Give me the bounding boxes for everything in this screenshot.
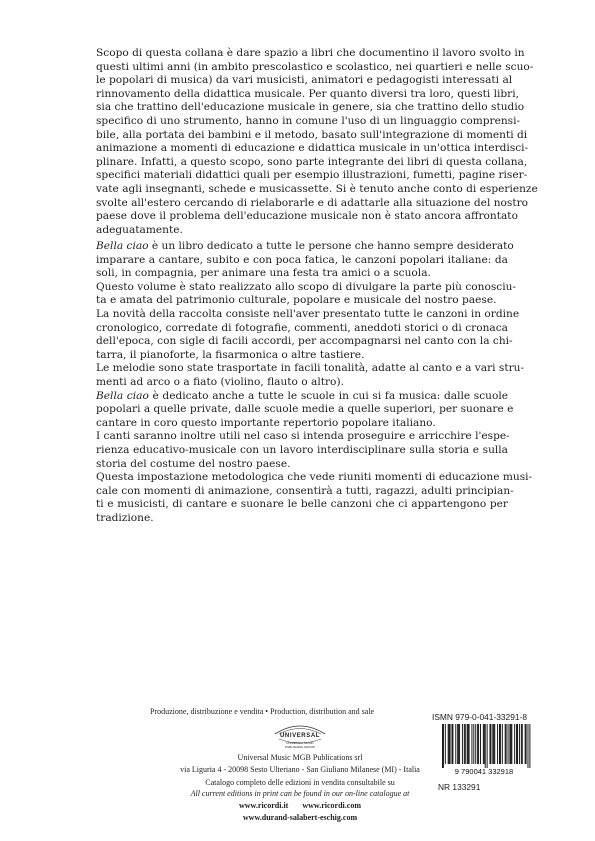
series-intro-paragraph: [96, 47, 538, 237]
book-title: Bella ciao: [96, 240, 149, 252]
barcode-bar: [492, 724, 493, 764]
universal-music-logo: [255, 720, 345, 750]
svg-text:UNIVERSAL MUSIC: UNIVERSAL MUSIC: [286, 741, 314, 745]
book-title: Bella ciao: [96, 389, 149, 402]
text-line: le popolari di musica) da vari musicisti, animatori e pedagogisti interessati al: [96, 74, 513, 87]
barcode-bar: [469, 724, 470, 764]
barcode-bar: [480, 724, 481, 764]
text-line: menti ad arco o a fiato (violino, flauto o altro).: [96, 375, 344, 388]
text-line: Questo volume è stato realizzato allo scopo di divulgare la parte più conosciu-: [96, 280, 516, 293]
barcode-bar: [483, 724, 484, 764]
text-line: adeguatamente.: [96, 223, 183, 236]
website-link[interactable]: www.durand-salabert-eschig.com: [242, 813, 358, 822]
barcode-bar: [455, 724, 456, 764]
barcode-bar: [526, 724, 527, 764]
website-link[interactable]: www.ricordi.com: [302, 801, 361, 810]
barcode-bar: [490, 724, 491, 764]
text-line: rinnovamento della didattica musicale. Per quanto diversi tra loro, questi libri,: [96, 87, 519, 100]
barcode-bar: [529, 724, 530, 768]
text-line: Scopo di questa collana è dare spazio a libri che documentino il lavoro svolto in: [96, 47, 525, 59]
text-line: sia che trattino dell'educazione musicale in genere, sia che trattino dello studio: [96, 101, 525, 114]
barcode-bar: [516, 724, 517, 764]
barcode-bar: [490, 724, 491, 764]
text-line: storia del costume del nostro paese.: [96, 457, 291, 470]
text-line: cantare in coro questo importante repertorio popolare italiano.: [96, 416, 436, 429]
text-line: specifico di uno strumento, hanno in comune l'uso di un linguaggio comprensi-: [96, 114, 521, 127]
text-line: ti e musicisti, di cantare e suonare le belle canzoni che ci appartengono per: [96, 498, 508, 511]
barcode-bar: [487, 724, 488, 768]
barcode-bar: [468, 724, 469, 764]
text-line: animazione a momenti di educazione e didattica musicale in un'ottica interdisci-: [96, 142, 529, 155]
text-line: bile, alla portata dei bambini e il metodo, basato sull'integrazione di momenti di: [96, 128, 528, 141]
publisher-address: via Liguria 4 - 20098 Sesto Ulteriano - San Giuliano Milanese (MI) - Italia: [180, 765, 420, 774]
barcode-bar: [517, 724, 518, 764]
barcode-bar: [519, 724, 520, 764]
catalogue-note-en: All current editions in print can be found in our on-line catalogue at: [190, 789, 410, 798]
book-description-paragraph: [96, 240, 533, 525]
barcode-bar: [484, 724, 485, 764]
text-line: plinare. Infatti, a questo scopo, sono parte integrante dei libri di questa collana,: [96, 155, 528, 168]
text-line: specifici materiali didattici quali per esempio illustrazioni, fumetti, pagine riser-: [96, 169, 528, 182]
barcode-bar: [510, 724, 511, 764]
text-line: svolte all'estero cercando di rielaborarle e di adattarle alla situazione del nostro: [96, 196, 529, 209]
barcode-bar: [465, 724, 466, 764]
barcode-bar: [475, 724, 476, 764]
barcode-bar: [509, 724, 510, 764]
production-line: Produzione, distribuzione e vendita • Production, distribution and sale: [150, 707, 375, 716]
barcode-bar: [477, 724, 478, 764]
barcode-bar: [494, 724, 495, 764]
barcode-bar: [511, 724, 512, 764]
text-line: tradizione.: [96, 511, 154, 524]
text-line: vate agli insegnanti, schede e musicassette. Si è tenuto anche conto di esperienze: [96, 182, 538, 195]
text-line: popolari a quelle private, dalle scuole medie a quelle superiori, per suonare e: [96, 403, 514, 416]
barcode-bar: [471, 724, 472, 764]
publisher-name: Universal Music MGB Publications srl: [237, 753, 363, 762]
barcode-bar: [449, 724, 450, 764]
text-segment: è un libro dedicato a tutte le persone che hanno sempre desiderato: [148, 240, 514, 252]
text-line: ta e amata del patrimonio culturale, popolare e musicale del nostro paese.: [96, 294, 497, 307]
barcode-icon: [432, 724, 536, 776]
text-line: cale con momenti di animazione, consentirà a tutti, ragazzi, adulti principian-: [96, 484, 514, 497]
barcode-bar: [521, 724, 522, 764]
catalogue-note-it: Catalogo completo delle edizioni in vendita consultabile su: [205, 778, 395, 787]
barcode-bar: [450, 724, 451, 764]
barcode-bar: [452, 724, 453, 764]
barcode-bar: [485, 724, 486, 768]
text-line: questi ultimi anni (in ambito prescolastico e scolastico, nei quartieri e nelle scuo-: [96, 60, 534, 73]
barcode-bar: [499, 724, 500, 764]
text-line: Questa impostazione metodologica che vede riuniti momenti di educazione musi-: [96, 471, 533, 484]
barcode-bar: [478, 724, 479, 764]
barcode-bar: [452, 724, 453, 764]
text-line: [96, 240, 514, 254]
ismn-code: ISMN 979-0-041-33291-8: [432, 712, 527, 722]
svg-text:UNIVERSAL: UNIVERSAL: [279, 733, 321, 739]
text-line: tarra, il pianoforte, la fisarmonica o altre tastiere.: [96, 348, 365, 361]
barcode-bar: [497, 724, 498, 764]
barcode-bar: [442, 724, 443, 768]
barcode-digits: 9 790041 332918: [454, 767, 514, 776]
text-line: dell'epoca, con sigle di facili accordi, per accompagnarsi nel canto con la chi-: [96, 335, 513, 348]
barcode-bar: [443, 724, 444, 768]
text-line: rienza educativo-musicale con un lavoro interdisciplinare sulla storia e sulla: [96, 443, 508, 456]
barcode-bar: [500, 724, 501, 764]
barcode-bar: [508, 724, 509, 764]
text-line: imparare a cantare, subito e con poca fatica, le canzoni popolari italiane: da: [96, 253, 508, 266]
website-link[interactable]: www.ricordi.it: [239, 801, 289, 810]
barcode-bar: [448, 724, 449, 764]
text-line: soli, in compagnia, per animare una festa tra amici o a scuola.: [96, 267, 431, 280]
barcode-bar: [506, 724, 507, 764]
text-line: paese dove il problema dell'educazione musicale non è stato ancora affrontato: [96, 210, 518, 223]
text-line: cronologico, corredate di fotografie, commenti, aneddoti storici o di cronaca: [96, 321, 508, 334]
websites-line: [150, 801, 450, 810]
barcode-bar: [528, 724, 529, 768]
barcode-bar: [458, 724, 459, 764]
text-line: [96, 390, 508, 404]
barcode-bar: [473, 724, 474, 764]
barcode-bar: [502, 724, 503, 764]
barcode-bar: [467, 724, 468, 764]
barcode-bar: [522, 724, 523, 764]
barcode-bar: [514, 724, 515, 764]
barcode-bar: [445, 724, 446, 764]
barcode-bar: [464, 724, 465, 764]
barcode-bar: [525, 724, 526, 764]
text-segment: è dedicato anche a tutte le scuole in cui si fa musica: dalle scuole: [148, 389, 509, 402]
text-line: La novità della raccolta consiste nell'aver presentato tutte le canzoni in ordine: [96, 307, 520, 320]
barcode-bar: [462, 724, 463, 764]
text-line: Le melodie sono state trasportate in facili tonalità, adatte al canto e a vari stru-: [96, 362, 525, 375]
svg-text:PUBLISHING GROUP: PUBLISHING GROUP: [284, 745, 316, 749]
barcode-bar: [459, 724, 460, 764]
barcode-bar: [505, 724, 506, 764]
barcode-bar: [493, 724, 494, 764]
catalogue-number: NR 133291: [438, 782, 481, 792]
text-line: I canti saranno inoltre utili nel caso si intenda proseguire e arricchire l'espe-: [96, 430, 510, 443]
barcode-bar: [457, 724, 458, 764]
